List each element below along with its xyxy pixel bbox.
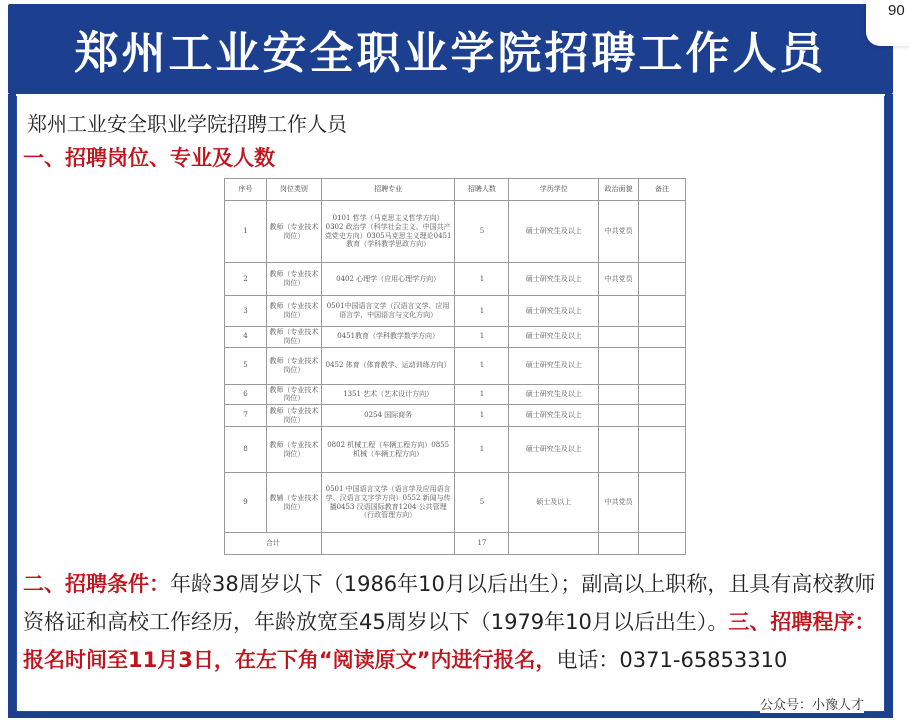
table-row: [225, 473, 686, 533]
cell-count: 1: [455, 327, 509, 348]
header-cell: 序号: [225, 179, 267, 201]
cell-category: 教师（专业技术岗位）: [266, 263, 321, 296]
cell-category: 教师（专业技术岗位）: [266, 327, 321, 348]
cell-politics: [599, 405, 639, 427]
header-cell: 学历学位: [509, 179, 599, 201]
cell-major: 0501 中国语言文学（语言学及应用语言学、汉语言文字学方向）0552 新闻与传播0453 汉语国际教育1204 公共管理（行政管理方向）: [321, 473, 455, 533]
cell-note: [639, 473, 686, 533]
cell-count: 1: [455, 405, 509, 427]
table-row: [225, 327, 686, 348]
cell-politics: [599, 347, 639, 384]
table-row: [225, 384, 686, 405]
cell-politics: [599, 327, 639, 348]
cell-degree: 硕士研究生及以上: [509, 327, 599, 348]
page-number-badge: [866, 0, 909, 46]
cell-category: 教师（专业技术岗位）: [266, 201, 321, 263]
cell-count: 1: [455, 263, 509, 296]
table-row: [225, 427, 686, 473]
section-2-title: 二、招聘条件：: [23, 572, 170, 596]
cell-note: [639, 384, 686, 405]
cell-category: 教师（专业技术岗位）: [266, 384, 321, 405]
header-cell: 备注: [639, 179, 686, 201]
cell-degree: 硕士研究生及以上: [509, 296, 599, 327]
cell-no: 7: [225, 405, 267, 427]
cell-total-label: 合计: [225, 533, 322, 555]
cell-count: 1: [455, 347, 509, 384]
cell-major: 0802 机械工程（车辆工程方向）0855机械（车辆工程方向）: [321, 427, 455, 473]
watermark-text: 公众号：小豫人才: [760, 694, 864, 713]
cell-politics: [599, 296, 639, 327]
contact-phone: 电话：0371-65853310: [556, 648, 788, 672]
cell-major: 0254 国际商务: [321, 405, 455, 427]
page-number: 90: [888, 2, 905, 19]
cell-no: 5: [225, 347, 267, 384]
cell-note: [639, 405, 686, 427]
cell-major: 0452 体育（体育教学、运动训练方向）: [321, 347, 455, 384]
cell-note: [639, 201, 686, 263]
cell-category: 教师（专业技术岗位）: [266, 347, 321, 384]
document-subtitle: 郑州工业安全职业学院招聘工作人员: [27, 112, 347, 136]
cell-major: 0501中国语言文学（汉语言文学、应用语言学、中国语言与文化方向）: [321, 296, 455, 327]
cell-degree: 硕士研究生及以上: [509, 263, 599, 296]
cell-major: 0402 心理学（应用心理学方向）: [321, 263, 455, 296]
cell-no: 1: [225, 201, 267, 263]
header-cell: 政治面貌: [599, 179, 639, 201]
cell-no: 9: [225, 473, 267, 533]
table-row: [225, 405, 686, 427]
cell-category: 教师（专业技术岗位）: [266, 405, 321, 427]
cell-count: 5: [455, 201, 509, 263]
table-row: [225, 296, 686, 327]
conditions-paragraph: [23, 565, 887, 679]
cell-major: 0451教育（学科教学数学方向）: [321, 327, 455, 348]
banner-title: 郑州工业安全职业学院招聘工作人员: [74, 28, 827, 79]
table-header-row: [225, 179, 686, 201]
cell-no: 2: [225, 263, 267, 296]
cell-degree: 硕士研究生及以上: [509, 427, 599, 473]
cell-empty: [321, 533, 455, 555]
cell-politics: [599, 427, 639, 473]
cell-major: 0101 哲学（马克思主义哲学方向）0302 政治学（科学社会主义、中国共产党党史方向）0305马克思主义理论0451教育（学科教学思政方向）: [321, 201, 455, 263]
table-row: [225, 201, 686, 263]
cell-degree: 硕士及以上: [509, 473, 599, 533]
table-body: [225, 201, 686, 555]
cell-no: 6: [225, 384, 267, 405]
table-row: [225, 263, 686, 296]
header-banner: [8, 4, 893, 94]
cell-count: 1: [455, 384, 509, 405]
cell-count: 5: [455, 473, 509, 533]
section-3-title: 三、招聘程序：: [728, 610, 876, 634]
header-cell: 岗位类别: [266, 179, 321, 201]
cell-note: [639, 347, 686, 384]
positions-table: [224, 178, 686, 555]
cell-no: 8: [225, 427, 267, 473]
cell-count: 1: [455, 427, 509, 473]
section-3-text: 报名时间至11月3日，在左下角“阅读原文”内进行报名，: [23, 648, 557, 672]
cell-count: 1: [455, 296, 509, 327]
cell-note: [639, 427, 686, 473]
cell-no: 4: [225, 327, 267, 348]
table-row: [225, 347, 686, 384]
cell-degree: 硕士研究生及以上: [509, 384, 599, 405]
cell-politics: 中共党员: [599, 473, 639, 533]
cell-category: 教辅（专业技术岗位）: [266, 473, 321, 533]
section-2-text: 年龄38周岁以下（1986年10月以后出生）；副高以上职称，且具有高校教师资格证和高校工作经历，年龄放宽至45周岁以下（1979年10月以后出生）。: [23, 572, 876, 634]
cell-politics: [599, 384, 639, 405]
header-cell: 招聘专业: [321, 179, 455, 201]
cell-degree: 硕士研究生及以上: [509, 201, 599, 263]
cell-empty: [509, 533, 599, 555]
cell-note: [639, 263, 686, 296]
table-total-row: [225, 533, 686, 555]
cell-politics: 中共党员: [599, 263, 639, 296]
cell-note: [639, 327, 686, 348]
cell-empty: [639, 533, 686, 555]
cell-degree: 硕士研究生及以上: [509, 405, 599, 427]
cell-politics: 中共党员: [599, 201, 639, 263]
cell-category: 教师（专业技术岗位）: [266, 427, 321, 473]
cell-total-count: 17: [455, 533, 509, 555]
cell-empty: [599, 533, 639, 555]
cell-degree: 硕士研究生及以上: [509, 347, 599, 384]
header-cell: 招聘人数: [455, 179, 509, 201]
cell-category: 教师（专业技术岗位）: [266, 296, 321, 327]
cell-major: 1351 艺术（艺术设计方向）: [321, 384, 455, 405]
cell-note: [639, 296, 686, 327]
cell-no: 3: [225, 296, 267, 327]
left-border: [8, 94, 16, 716]
section-1-title: 一、招聘岗位、专业及人数: [23, 146, 275, 170]
